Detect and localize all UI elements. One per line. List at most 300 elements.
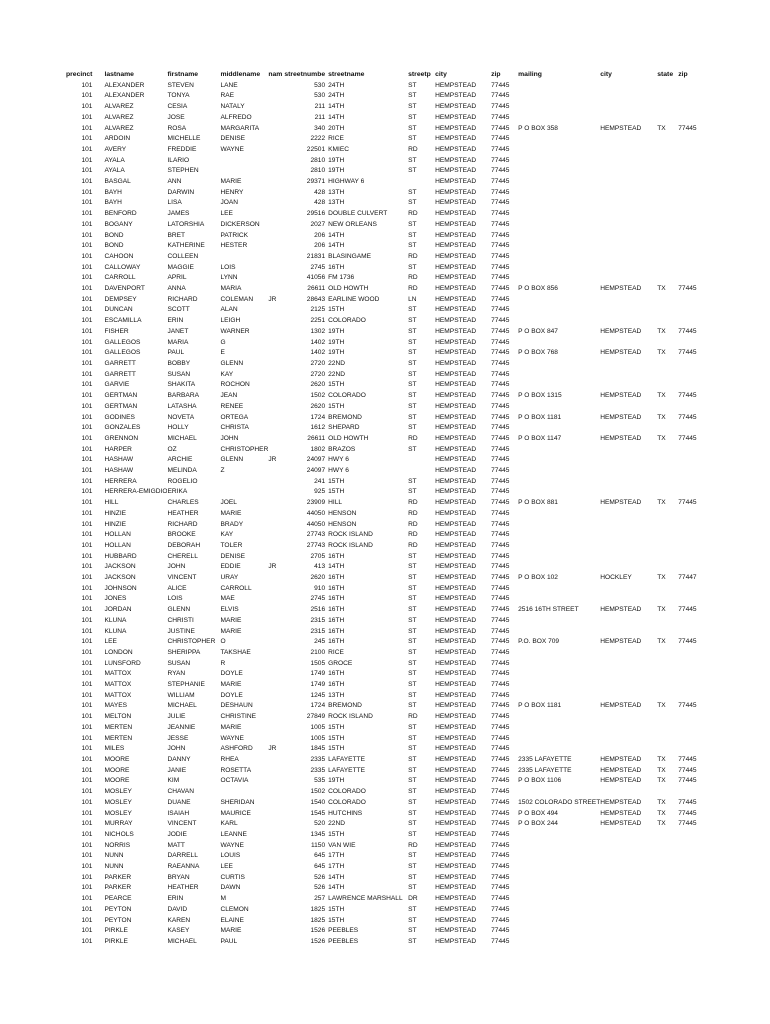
cell-streetnumber: 206 (314, 231, 326, 239)
cell-mailing-city (600, 338, 657, 349)
cell-mailing (518, 455, 600, 466)
cell-mailing-zip: 77445 (678, 777, 697, 785)
cell-lastname: PARKER (104, 884, 132, 892)
cell-streettype: RD (408, 520, 418, 528)
cell-precinct: 101 (81, 863, 93, 871)
cell-name-suffix (268, 498, 284, 509)
cell-mailing-city (600, 723, 657, 734)
table-row (66, 434, 703, 445)
cell-mailing-zip (678, 937, 703, 948)
cell-precinct: 101 (81, 509, 93, 517)
cell-streetnumber: 2222 (310, 135, 326, 143)
cell-name-suffix (268, 627, 284, 638)
cell-streetnumber: 1402 (310, 338, 326, 346)
cell-mailing (518, 830, 600, 841)
cell-mailing-city: HEMPSTEAD (600, 349, 642, 357)
cell-lastname: MOSLEY (104, 809, 132, 817)
cell-mailing-city (600, 744, 657, 755)
cell-name-suffix (268, 81, 284, 92)
cell-mailing-zip: 77445 (678, 820, 697, 828)
cell-state (657, 316, 678, 327)
cell-state (657, 787, 678, 798)
cell-name-suffix: JR (268, 456, 277, 464)
cell-state (657, 113, 678, 124)
cell-mailing (518, 669, 600, 680)
cell-city: HEMPSTEAD (435, 499, 477, 507)
cell-streetnumber: 645 (314, 863, 326, 871)
cell-firstname: APRIL (167, 274, 187, 282)
cell-mailing (518, 712, 600, 723)
cell-zip: 77445 (491, 145, 510, 153)
cell-firstname: ROSA (167, 124, 187, 132)
cell-zip: 77445 (491, 863, 510, 871)
table-row (66, 102, 703, 113)
table-row (66, 498, 703, 509)
cell-firstname: SCOTT (167, 306, 190, 314)
cell-state (657, 177, 678, 188)
cell-streetname: 19TH (328, 777, 345, 785)
cell-mailing-city (600, 712, 657, 723)
cell-mailing-city (600, 830, 657, 841)
cell-streetname: 14TH (328, 884, 345, 892)
cell-middlename: O (220, 638, 226, 646)
header-city: city (435, 71, 447, 78)
cell-precinct: 101 (81, 766, 93, 774)
cell-state (657, 338, 678, 349)
cell-lastname: PIRKLE (104, 927, 128, 935)
cell-firstname: DANNY (167, 756, 191, 763)
cell-state (657, 712, 678, 723)
cell-streettype: ST (408, 306, 417, 314)
cell-zip: 77445 (491, 370, 510, 378)
cell-zip: 77445 (491, 552, 510, 560)
cell-middlename: ELVIS (220, 606, 239, 614)
cell-name-suffix (268, 841, 284, 852)
cell-precinct: 101 (81, 81, 93, 89)
cell-streettype: LN (408, 295, 417, 303)
cell-zip: 77445 (491, 745, 510, 753)
header-mailing: mailing (518, 71, 542, 78)
cell-middlename: CLEMON (220, 905, 249, 913)
cell-city: HEMPSTEAD (435, 349, 477, 357)
cell-precinct: 101 (81, 648, 93, 656)
table-row (66, 166, 703, 177)
cell-lastname: HOLLAN (104, 531, 131, 539)
cell-middlename: SHERIDAN (220, 798, 255, 806)
cell-state (657, 402, 678, 413)
cell-mailing-zip (678, 380, 703, 391)
cell-state (657, 423, 678, 434)
cell-mailing (518, 916, 600, 927)
cell-streettype: ST (408, 338, 417, 346)
cell-streettype: ST (408, 488, 417, 496)
cell-streetnumber: 1526 (310, 937, 326, 945)
cell-streetname: 15TH (328, 905, 345, 913)
cell-mailing-city (600, 134, 657, 145)
cell-streetnumber: 206 (314, 242, 326, 250)
table-row (66, 113, 703, 124)
cell-streetnumber: 24097 (306, 467, 326, 475)
cell-lastname: JOHNSON (104, 584, 137, 592)
cell-mailing (518, 841, 600, 852)
cell-mailing-city: HEMPSTEAD (600, 756, 642, 763)
cell-mailing (518, 883, 600, 894)
cell-state (657, 263, 678, 274)
cell-mailing-zip: 77445 (678, 327, 697, 335)
cell-mailing: P O BOX 244 (518, 820, 558, 828)
cell-precinct: 101 (81, 541, 93, 549)
cell-streetnumber: 340 (314, 124, 326, 132)
cell-mailing (518, 91, 600, 102)
cell-streetname: 16TH (328, 595, 345, 603)
cell-mailing-city (600, 883, 657, 894)
cell-firstname: WILLIAM (167, 691, 195, 699)
cell-mailing-zip (678, 552, 703, 563)
cell-city: HEMPSTEAD (435, 723, 477, 731)
cell-mailing (518, 177, 600, 188)
cell-middlename (220, 487, 268, 498)
cell-streetnumber: 1005 (310, 734, 326, 742)
cell-streetname: SHEPARD (328, 424, 360, 432)
cell-streetname: ROCK ISLAND (328, 541, 373, 549)
cell-name-suffix (268, 359, 284, 370)
cell-precinct: 101 (81, 327, 93, 335)
table-row (66, 198, 703, 209)
cell-precinct: 101 (81, 563, 93, 571)
cell-streetnumber: 26611 (307, 285, 326, 293)
cell-streetname: 17TH (328, 863, 345, 871)
cell-name-suffix (268, 273, 284, 284)
cell-middlename: OCTAVIA (220, 777, 249, 785)
cell-mailing-zip (678, 263, 703, 274)
cell-streettype: ST (408, 402, 417, 410)
cell-lastname: MATTOX (104, 681, 132, 689)
cell-precinct: 101 (81, 606, 93, 614)
cell-streettype: ST (408, 199, 417, 207)
cell-city: HEMPSTEAD (435, 124, 477, 132)
table-row (66, 573, 703, 584)
cell-state (657, 166, 678, 177)
cell-mailing-zip (678, 520, 703, 531)
cell-streetnumber: 1150 (310, 841, 326, 849)
cell-mailing-city (600, 177, 657, 188)
cell-streetnumber: 2251 (310, 317, 326, 325)
cell-firstname: VINCENT (167, 574, 197, 582)
table-row (66, 851, 703, 862)
cell-mailing-city (600, 316, 657, 327)
cell-lastname: AYALA (104, 156, 125, 164)
cell-mailing-city (600, 477, 657, 488)
cell-streettype: ST (408, 809, 417, 817)
cell-firstname: RICHARD (167, 520, 198, 528)
cell-precinct: 101 (81, 777, 93, 785)
table-row (66, 316, 703, 327)
cell-firstname: BRYAN (167, 873, 190, 881)
cell-state (657, 145, 678, 156)
cell-state (657, 680, 678, 691)
cell-city: HEMPSTEAD (435, 509, 477, 517)
cell-middlename: TOLER (220, 541, 243, 549)
cell-state (657, 188, 678, 199)
cell-mailing: P O BOX 1315 (518, 392, 562, 400)
cell-lastname: CAHOON (104, 252, 134, 260)
cell-lastname: NUNN (104, 852, 124, 860)
cell-streetnumber: 1005 (310, 723, 326, 731)
cell-name-suffix (268, 851, 284, 862)
cell-middlename: NATALY (220, 103, 245, 111)
cell-mailing-city (600, 455, 657, 466)
cell-streetnumber: 428 (314, 199, 326, 207)
cell-firstname: ERIN (167, 895, 184, 903)
cell-name-suffix (268, 316, 284, 327)
cell-mailing: 2516 16TH STREET (518, 606, 579, 614)
cell-middlename: LOUIS (220, 852, 241, 860)
cell-streettype: ST (408, 327, 417, 335)
cell-streettype: ST (408, 627, 417, 635)
cell-lastname: GARVIE (104, 381, 130, 389)
cell-mailing-zip (678, 113, 703, 124)
cell-mailing-city: HEMPSTEAD (600, 285, 642, 293)
cell-mailing (518, 659, 600, 670)
cell-mailing-zip (678, 862, 703, 873)
cell-streettype: ST (408, 852, 417, 860)
cell-zip: 77445 (491, 563, 510, 571)
cell-city: HEMPSTEAD (435, 820, 477, 828)
cell-middlename: JOAN (220, 199, 239, 207)
cell-streetname: 19TH (328, 327, 345, 335)
cell-mailing (518, 594, 600, 605)
cell-state (657, 156, 678, 167)
cell-precinct: 101 (81, 402, 93, 410)
cell-streettype: ST (408, 156, 417, 164)
cell-lastname: BENFORD (104, 210, 137, 218)
cell-lastname: BAYH (104, 199, 122, 207)
cell-name-suffix (268, 637, 284, 648)
cell-lastname: HINZIE (104, 520, 127, 528)
cell-mailing-city (600, 873, 657, 884)
cell-name-suffix (268, 659, 284, 670)
cell-precinct: 101 (81, 220, 93, 228)
cell-middlename: E (220, 349, 225, 357)
cell-mailing-city (600, 509, 657, 520)
cell-name-suffix (268, 327, 284, 338)
cell-firstname: DEBORAH (167, 541, 201, 549)
cell-middlename: ROCHON (220, 381, 250, 389)
cell-lastname: GARRETT (104, 370, 136, 378)
cell-name-suffix (268, 209, 284, 220)
cell-firstname: STEPHANIE (167, 681, 205, 689)
cell-lastname: HERRERA (104, 477, 137, 485)
cell-zip: 77445 (491, 242, 510, 250)
cell-zip: 77445 (491, 306, 510, 314)
cell-mailing-city (600, 669, 657, 680)
cell-streettype: ST (408, 777, 417, 785)
cell-mailing-city: HEMPSTEAD (600, 702, 642, 710)
cell-mailing-city (600, 734, 657, 745)
cell-city: HEMPSTEAD (435, 220, 477, 228)
table-row (66, 263, 703, 274)
cell-mailing-zip: 77445 (678, 809, 697, 817)
cell-middlename: Z (220, 467, 225, 475)
cell-mailing-city (600, 905, 657, 916)
cell-middlename: DOYLE (220, 670, 243, 678)
cell-streettype: DR (408, 895, 418, 903)
cell-streettype: ST (408, 381, 417, 389)
cell-streetnumber: 2125 (310, 306, 326, 314)
cell-precinct: 101 (81, 295, 93, 303)
cell-city: HEMPSTEAD (435, 895, 477, 903)
cell-mailing (518, 252, 600, 263)
cell-zip: 77445 (491, 392, 510, 400)
cell-precinct: 101 (81, 135, 93, 143)
cell-name-suffix (268, 766, 284, 777)
cell-mailing-city: HEMPSTEAD (600, 499, 642, 507)
cell-mailing-zip (678, 691, 703, 702)
cell-firstname: CHRISTI (167, 616, 194, 624)
cell-streettype: ST (408, 616, 417, 624)
cell-state: TX (657, 413, 666, 421)
cell-name-suffix (268, 134, 284, 145)
cell-streettype: ST (408, 670, 417, 678)
cell-zip: 77445 (491, 648, 510, 656)
cell-state (657, 198, 678, 209)
header-row (66, 70, 703, 81)
table-row (66, 284, 703, 295)
cell-lastname: GONZALES (104, 424, 141, 432)
cell-middlename (220, 787, 268, 798)
cell-lastname: BOND (104, 231, 124, 239)
cell-firstname: SHAKITA (167, 381, 196, 389)
cell-precinct: 101 (81, 392, 93, 400)
cell-mailing-zip (678, 445, 703, 456)
cell-state (657, 541, 678, 552)
cell-precinct: 101 (81, 627, 93, 635)
cell-lastname: MOSLEY (104, 798, 132, 806)
cell-zip: 77445 (491, 884, 510, 892)
cell-mailing (518, 316, 600, 327)
cell-streettype: RD (408, 509, 418, 517)
cell-state (657, 81, 678, 92)
cell-streetname: BREMOND (328, 702, 362, 710)
table-row (66, 701, 703, 712)
cell-mailing: P O BOX 494 (518, 809, 558, 817)
cell-zip: 77445 (491, 509, 510, 517)
cell-mailing-city (600, 894, 657, 905)
cell-mailing-zip (678, 734, 703, 745)
header-firstname: firstname (167, 71, 199, 78)
cell-state (657, 102, 678, 113)
cell-mailing: P O BOX 847 (518, 327, 558, 335)
cell-firstname: JEANNIE (167, 723, 196, 731)
cell-mailing (518, 734, 600, 745)
cell-zip: 77445 (491, 713, 510, 721)
cell-middlename (220, 156, 268, 167)
cell-firstname: JODIE (167, 830, 187, 838)
cell-mailing-city (600, 926, 657, 937)
cell-firstname: COLLEEN (167, 252, 199, 260)
cell-mailing-city (600, 445, 657, 456)
table-row (66, 359, 703, 370)
cell-streettype: ST (408, 445, 417, 453)
cell-state: TX (657, 756, 666, 763)
cell-firstname: DARWIN (167, 188, 195, 196)
cell-streetnumber: 530 (314, 81, 326, 89)
cell-mailing-zip (678, 177, 703, 188)
table-row (66, 605, 703, 616)
cell-mailing-city (600, 937, 657, 948)
cell-mailing-zip (678, 712, 703, 723)
cell-zip: 77445 (491, 413, 510, 421)
cell-middlename: JOEL (220, 499, 237, 507)
cell-city: HEMPSTEAD (435, 231, 477, 239)
cell-streetname: 15TH (328, 488, 345, 496)
cell-name-suffix (268, 787, 284, 798)
cell-state (657, 659, 678, 670)
cell-state: TX (657, 434, 666, 442)
cell-state: TX (657, 285, 666, 293)
cell-firstname: ERIN (167, 317, 184, 325)
cell-mailing: 1502 COLORADO STREET (518, 798, 601, 806)
cell-streetname: HUTCHINS (328, 809, 363, 817)
cell-city: HEMPSTEAD (435, 745, 477, 753)
cell-mailing (518, 241, 600, 252)
cell-streetnumber: 526 (314, 873, 326, 881)
table-row (66, 594, 703, 605)
cell-lastname: HUBBARD (104, 552, 137, 560)
cell-lastname: PEYTON (104, 916, 132, 924)
cell-mailing: P O BOX 768 (518, 349, 558, 357)
cell-firstname: RICHARD (167, 295, 198, 303)
cell-mailing-zip (678, 156, 703, 167)
table-row (66, 530, 703, 541)
cell-streetnumber: 1724 (310, 702, 326, 710)
cell-firstname: TONYA (167, 92, 190, 100)
cell-lastname: GODINES (104, 413, 135, 421)
table-row (66, 188, 703, 199)
cell-streettype: ST (408, 723, 417, 731)
cell-streettype: ST (408, 595, 417, 603)
cell-lastname: LEE (104, 638, 117, 646)
cell-precinct: 101 (81, 574, 93, 582)
cell-city: HEMPSTEAD (435, 263, 477, 271)
cell-zip: 77445 (491, 531, 510, 539)
table-row (66, 937, 703, 948)
cell-lastname: FISHER (104, 327, 129, 335)
cell-streetname: BREMOND (328, 413, 362, 421)
cell-streetnumber: 2335 (310, 766, 326, 774)
cell-streettype (408, 455, 435, 466)
cell-mailing-city: HEMPSTEAD (600, 606, 642, 614)
cell-streetnumber: 241 (314, 477, 326, 485)
cell-state: TX (657, 124, 666, 132)
cell-streetnumber: 1502 (310, 392, 326, 400)
cell-precinct: 101 (81, 937, 93, 945)
cell-mailing (518, 81, 600, 92)
cell-city: HEMPSTEAD (435, 638, 477, 646)
cell-mailing-city (600, 241, 657, 252)
cell-mailing-zip (678, 487, 703, 498)
cell-precinct: 101 (81, 905, 93, 913)
cell-firstname: JUSTINE (167, 627, 195, 635)
cell-streetname: 14TH (328, 231, 345, 239)
cell-firstname: CHAVAN (167, 788, 194, 796)
cell-streetname: HENSON (328, 509, 357, 517)
cell-precinct: 101 (81, 788, 93, 796)
cell-middlename: PAUL (220, 937, 238, 945)
cell-middlename: COLEMAN (220, 295, 254, 303)
cell-state (657, 616, 678, 627)
cell-streettype: RD (408, 252, 418, 260)
